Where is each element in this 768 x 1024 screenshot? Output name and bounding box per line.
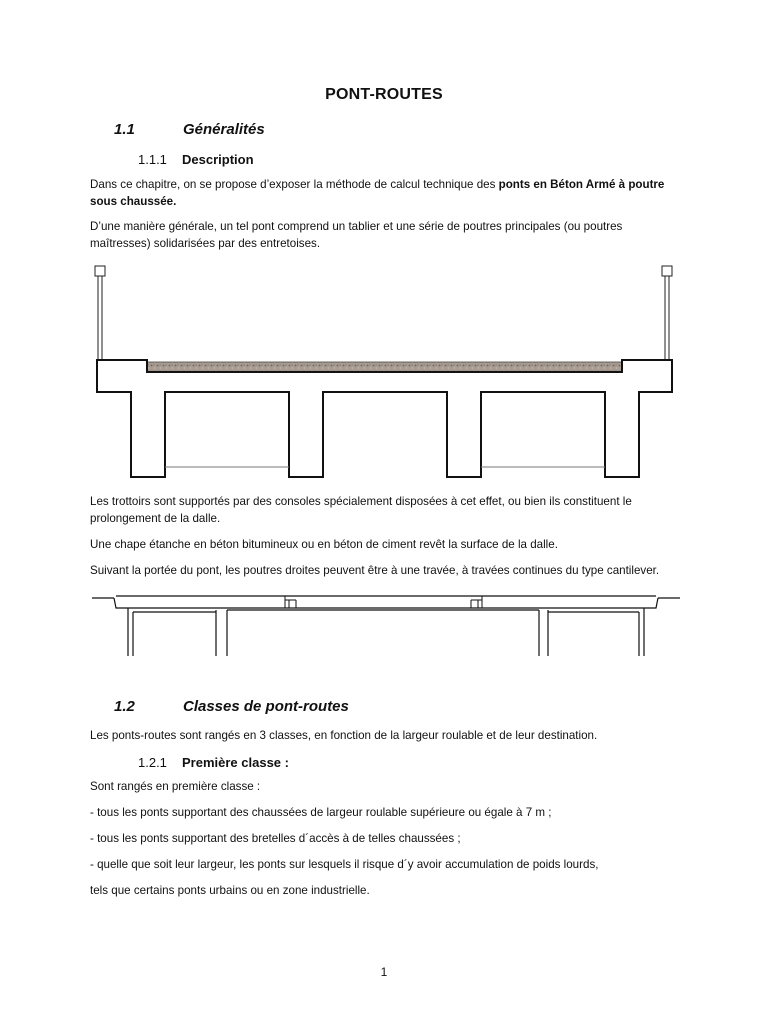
paragraph-waterproofing: Une chape étanche en béton bitumineux ou en béton de ciment revêt la surface de la dalle. <box>90 538 558 551</box>
paragraph-classes: Les ponts-routes sont rangés en 3 classes, en fonction de la largeur roulable et de leur destination. <box>90 729 598 742</box>
paragraph-spans: Suivant la portée du pont, les poutres droites peuvent être à une travée, à travées continues du type cantilever. <box>90 564 660 577</box>
paragraph-intro-text: Dans ce chapitre, on se propose d’exposer la méthode de calcul technique des <box>90 178 499 191</box>
page-title: PONT-ROUTES <box>325 86 443 103</box>
section-heading-1-1 <box>114 121 265 138</box>
expansion-joint-left <box>285 596 296 608</box>
list-item: - tous les ponts supportant des chaussées de largeur roulable supérieure ou égale à 7 m ; <box>90 806 552 819</box>
list-item: - tous les ponts supportant des bretelles d´accès à de telles chaussées ; <box>90 832 461 845</box>
subsection-number: 1.1.1 <box>138 152 167 167</box>
left-railing <box>95 266 105 360</box>
paragraph-sidewalks: Les trottoirs sont supportés par des consoles spécialement disposées à cet effet, ou bien ils constituent le prolongement de la dalle. <box>90 495 632 525</box>
asphalt-layer <box>147 362 622 372</box>
subsection-title: Première classe : <box>182 755 289 770</box>
paragraph-intro <box>90 176 680 210</box>
right-railing <box>662 266 672 360</box>
subsection-title: Description <box>182 152 254 167</box>
deck-and-beams-outline <box>97 360 672 477</box>
section-title: Classes de pont-routes <box>183 698 349 715</box>
paragraph-composition: D’une manière générale, un tel pont comprend un tablier et une série de poutres principales (ou poutres maîtresses) solidarisées par des entretoises. <box>90 220 623 250</box>
section-number: 1.1 <box>114 121 135 138</box>
subsection-heading-1-1-1 <box>138 152 254 167</box>
subsection-number: 1.2.1 <box>138 755 167 770</box>
section-title: Généralités <box>183 121 265 138</box>
section-number: 1.2 <box>114 698 135 715</box>
list-item-continuation: tels que certains ponts urbains ou en zone industrielle. <box>90 884 370 897</box>
paragraph-intro-bold: ponts en Béton Armé à poutre sous chaussée. <box>90 178 665 208</box>
section-heading-1-2 <box>114 698 349 715</box>
page-number: 1 <box>380 965 388 979</box>
subsection-heading-1-2-1 <box>138 755 289 770</box>
paragraph-first-class-intro: Sont rangés en première classe : <box>90 780 261 793</box>
list-item: - quelle que soit leur largeur, les ponts sur lesquels il risque d´y avoir accumulation de poids lourds, <box>90 858 599 871</box>
cantilever-span-diagram <box>92 590 680 658</box>
bridge-cross-section-diagram <box>90 262 680 482</box>
expansion-joint-right <box>471 596 482 608</box>
